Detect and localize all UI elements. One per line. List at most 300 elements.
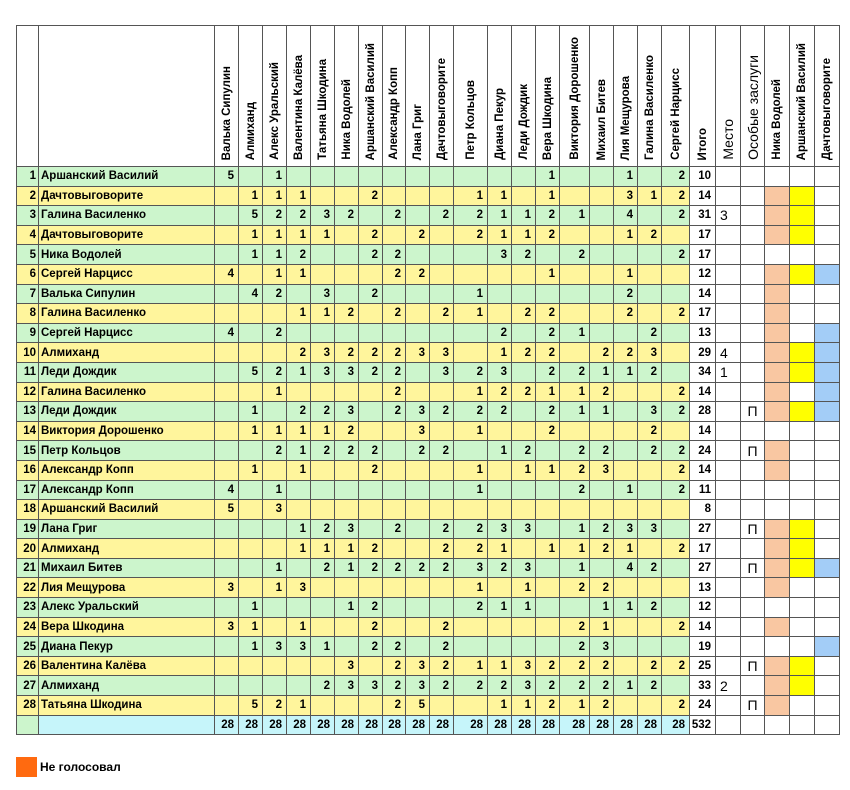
row-number: 5 [17,245,39,265]
vote-cell [335,480,359,500]
participant-name: Дачтовыговорите [39,186,215,206]
row-number: 3 [17,206,39,226]
vote-cell [359,167,383,187]
vote-cell: 1 [287,362,311,382]
row-number: 28 [17,696,39,716]
vote-cell [638,500,662,520]
vote-cell: 2 [383,382,406,402]
vote-cell: 2 [359,225,383,245]
vote-cell [638,167,662,187]
vote-cell: 1 [560,519,590,539]
vote-cell [383,441,406,461]
row-total: 14 [690,460,716,480]
vote-cell: 2 [638,656,662,676]
table-row [17,480,840,500]
voter-column-header [215,26,239,167]
row-total: 14 [690,421,716,441]
vote-cell [239,323,263,343]
row-total: 10 [690,167,716,187]
vote-cell [536,558,560,578]
row-number: 10 [17,343,39,363]
column-sum: 28 [512,715,536,735]
mark2-cell [790,441,815,461]
vote-cell: 3 [488,245,512,265]
vote-cell [638,304,662,324]
mark3-cell [815,676,840,696]
participant-name: Александр Копп [39,460,215,480]
vote-cell [359,304,383,324]
vote-cell [430,186,454,206]
vote-cell: 2 [590,539,614,559]
participant-name: Алмиханд [39,539,215,559]
vote-cell: 1 [311,304,335,324]
mark3-cell [815,578,840,598]
vote-cell: 2 [614,304,638,324]
vote-cell: 1 [263,382,287,402]
vote-cell [263,304,287,324]
mark3-cell [815,362,840,382]
vote-cell [359,382,383,402]
voter-header-label: Аршанский Василий [364,42,377,160]
vote-cell: 2 [536,304,560,324]
vote-cell [311,656,335,676]
row-total: 17 [690,539,716,559]
vote-cell [430,323,454,343]
vote-cell [638,539,662,559]
vote-cell [359,264,383,284]
table-row [17,206,840,226]
vote-cell [614,421,638,441]
vote-cell: 2 [383,245,406,265]
voter-column-header [638,26,662,167]
place-header-label: Место [720,119,736,160]
vote-cell [215,304,239,324]
column-sum: 28 [239,715,263,735]
vote-cell: 2 [590,696,614,716]
mark1-cell [765,421,790,441]
vote-cell: 2 [662,206,690,226]
vote-cell: 1 [614,539,638,559]
vote-cell [662,578,690,598]
vote-cell: 1 [287,617,311,637]
vote-cell: 1 [488,225,512,245]
row-number: 17 [17,480,39,500]
vote-cell: 3 [638,519,662,539]
mark3-cell [815,441,840,461]
place-cell [716,637,741,657]
table-row [17,617,840,637]
place-cell [716,245,741,265]
table-row [17,284,840,304]
vote-cell: 3 [406,402,430,422]
vote-cell: 1 [488,186,512,206]
vote-cell: 1 [263,167,287,187]
mark2-cell [790,382,815,402]
vote-cell [488,578,512,598]
mark1-cell [765,225,790,245]
mark3-cell [815,480,840,500]
mark2-cell [790,637,815,657]
vote-cell: 2 [359,539,383,559]
vote-cell: 1 [263,264,287,284]
vote-cell: 4 [239,284,263,304]
voter-header-label: Валька Сипулин [220,65,233,160]
vote-cell [215,402,239,422]
vote-cell [560,225,590,245]
participant-name: Галина Василенко [39,304,215,324]
place-cell [716,167,741,187]
row-total: 14 [690,382,716,402]
place-cell [716,323,741,343]
vote-cell [263,402,287,422]
vote-cell [311,696,335,716]
special-merit-cell [741,323,765,343]
row-total: 29 [690,343,716,363]
vote-cell [430,167,454,187]
vote-cell [359,500,383,520]
vote-cell [215,206,239,226]
vote-cell: 1 [590,617,614,637]
vote-cell [536,480,560,500]
vote-cell: 2 [638,558,662,578]
place-cell [716,617,741,637]
vote-cell: 2 [335,206,359,226]
mark2-cell [790,598,815,618]
mark1-cell [765,480,790,500]
vote-cell: 2 [662,167,690,187]
column-sum: 28 [590,715,614,735]
row-total: 24 [690,441,716,461]
column-sum: 28 [359,715,383,735]
row-number: 19 [17,519,39,539]
vote-cell: 1 [311,539,335,559]
vote-cell [614,460,638,480]
vote-cell: 3 [263,637,287,657]
vote-cell [383,225,406,245]
voter-header-label: Лия Мещурова [619,75,632,160]
vote-cell: 2 [662,304,690,324]
vote-cell: 2 [359,617,383,637]
table-row [17,656,840,676]
vote-cell: 1 [454,186,488,206]
table-row [17,343,840,363]
vote-cell [488,264,512,284]
vote-cell [406,167,430,187]
table-row [17,500,840,520]
vote-cell [512,637,536,657]
vote-cell: 2 [311,441,335,461]
vote-cell: 2 [560,441,590,461]
vote-cell [311,186,335,206]
vote-cell: 1 [454,304,488,324]
vote-cell: 4 [614,206,638,226]
column-sum: 28 [215,715,239,735]
vote-cell [536,500,560,520]
vote-cell: 1 [263,245,287,265]
vote-cell: 2 [662,402,690,422]
vote-cell: 2 [263,696,287,716]
vote-cell [311,617,335,637]
column-sum: 28 [287,715,311,735]
vote-cell: 2 [359,186,383,206]
vote-cell: 2 [662,539,690,559]
row-number: 14 [17,421,39,441]
row-number: 6 [17,264,39,284]
special-merit-cell [741,304,765,324]
vote-cell [614,402,638,422]
vote-cell [335,382,359,402]
vote-cell: 1 [454,480,488,500]
vote-cell [512,167,536,187]
vote-cell [430,421,454,441]
vote-cell: 1 [512,206,536,226]
vote-cell: 1 [488,539,512,559]
vote-cell [335,225,359,245]
vote-cell: 3 [406,421,430,441]
vote-cell: 2 [662,186,690,206]
vote-cell: 2 [590,343,614,363]
vote-cell [215,343,239,363]
mark2-cell [790,421,815,441]
vote-cell [263,519,287,539]
voter-column-header [488,26,512,167]
vote-cell [263,656,287,676]
mark2-cell [790,656,815,676]
vote-cell [335,578,359,598]
vote-cell [512,264,536,284]
vote-cell [430,382,454,402]
legend [16,757,121,777]
vote-cell [383,323,406,343]
vote-cell: 1 [263,186,287,206]
mark3-cell [815,637,840,657]
mark3-cell [815,519,840,539]
row-total: 33 [690,676,716,696]
table-row [17,402,840,422]
vote-cell: 1 [239,245,263,265]
vote-cell [359,402,383,422]
vote-cell [454,167,488,187]
vote-cell: 2 [383,362,406,382]
participant-name: Леди Дождик [39,402,215,422]
vote-cell: 3 [215,578,239,598]
column-sum: 28 [335,715,359,735]
participant-name: Алмиханд [39,676,215,696]
vote-cell: 1 [263,578,287,598]
vote-cell [454,245,488,265]
vote-cell [239,343,263,363]
sum-empty-cell [741,715,765,735]
vote-cell [488,460,512,480]
vote-cell [590,421,614,441]
vote-cell: 2 [560,460,590,480]
vote-cell [430,578,454,598]
column-sum: 28 [638,715,662,735]
vote-cell [614,382,638,402]
vote-cell: 3 [335,362,359,382]
row-total: 8 [690,500,716,520]
vote-cell [590,284,614,304]
vote-cell [215,441,239,461]
vote-cell [215,656,239,676]
vote-cell: 2 [662,617,690,637]
voter-column-header [383,26,406,167]
vote-cell: 2 [638,323,662,343]
vote-cell: 2 [662,460,690,480]
vote-cell: 4 [215,264,239,284]
mark2-cell [790,343,815,363]
participant-name: Лия Мещурова [39,578,215,598]
row-total: 13 [690,578,716,598]
vote-cell [406,245,430,265]
vote-cell: 3 [335,402,359,422]
row-total: 14 [690,186,716,206]
vote-cell: 1 [287,186,311,206]
legend-label: Не голосовал [40,760,121,774]
vote-cell [590,500,614,520]
vote-cell [536,284,560,304]
vote-cell: 2 [383,402,406,422]
vote-cell [311,245,335,265]
vote-cell [512,402,536,422]
vote-cell: 1 [287,225,311,245]
vote-cell: 3 [406,343,430,363]
voter-header-label: Алекс Уральский [268,62,281,160]
mark1-cell [765,460,790,480]
voter-header-label: Александр Копп [388,67,400,160]
special-merit-cell [741,598,765,618]
vote-cell [488,167,512,187]
vote-cell [383,539,406,559]
special-merit-cell: П [741,558,765,578]
vote-cell: 2 [560,617,590,637]
vote-cell [406,284,430,304]
vote-cell [239,676,263,696]
mark1-cell [765,696,790,716]
sum-empty-cell [765,715,790,735]
sum-num-cell [17,715,39,735]
vote-cell: 1 [512,696,536,716]
vote-cell: 1 [560,382,590,402]
vote-cell [560,284,590,304]
vote-cell: 3 [614,519,638,539]
vote-cell: 1 [239,617,263,637]
mark3-cell [815,284,840,304]
vote-cell: 3 [512,558,536,578]
row-number: 13 [17,402,39,422]
vote-cell: 1 [263,421,287,441]
mark2-cell [790,245,815,265]
mark1-cell [765,500,790,520]
total-header [690,26,716,167]
vote-cell: 2 [560,676,590,696]
vote-cell: 2 [614,284,638,304]
mark1-cell [765,558,790,578]
vote-cell: 2 [430,558,454,578]
special-merit-cell [741,284,765,304]
row-total: 28 [690,402,716,422]
vote-cell [239,578,263,598]
vote-cell [590,225,614,245]
place-cell [716,539,741,559]
vote-cell: 2 [454,206,488,226]
vote-cell [215,519,239,539]
header-num-cell [17,26,39,167]
vote-cell [406,598,430,618]
mark2-cell [790,539,815,559]
vote-cell [536,519,560,539]
place-cell [716,402,741,422]
vote-cell [311,578,335,598]
vote-cell [430,245,454,265]
voter-header-label: Сергей Нарцисс [669,68,682,160]
vote-cell [215,186,239,206]
vote-cell: 1 [454,578,488,598]
participant-name: Виктория Дорошенко [39,421,215,441]
table-row [17,637,840,657]
vote-cell: 1 [263,480,287,500]
mark1-cell [765,245,790,265]
mark3-cell [815,206,840,226]
vote-cell: 2 [662,245,690,265]
mark3-cell [815,304,840,324]
vote-cell [383,186,406,206]
table-row [17,539,840,559]
vote-cell: 1 [560,696,590,716]
vote-cell [335,617,359,637]
vote-cell [406,304,430,324]
vote-cell: 2 [662,656,690,676]
voter-column-header [335,26,359,167]
vote-cell [239,167,263,187]
vote-cell [638,206,662,226]
vote-cell [406,480,430,500]
vote-cell [239,441,263,461]
vote-cell [614,323,638,343]
vote-cell [406,382,430,402]
mark1-cell [765,539,790,559]
vote-cell: 2 [383,264,406,284]
vote-cell: 2 [359,441,383,461]
mark3-cell [815,343,840,363]
vote-cell: 2 [536,696,560,716]
vote-cell: 2 [536,206,560,226]
mark2-cell [790,519,815,539]
mark3-cell [815,402,840,422]
vote-cell: 2 [512,382,536,402]
vote-cell [383,460,406,480]
vote-cell: 1 [287,519,311,539]
vote-cell [614,656,638,676]
vote-cell [560,167,590,187]
voter-column-header [454,26,488,167]
vote-cell: 2 [263,206,287,226]
mark1-cell [765,362,790,382]
vote-cell: 1 [239,637,263,657]
place-cell [716,304,741,324]
mark1-cell [765,617,790,637]
vote-cell: 2 [359,343,383,363]
vote-cell: 2 [383,206,406,226]
vote-cell [590,264,614,284]
vote-cell: 2 [430,402,454,422]
vote-cell: 2 [359,598,383,618]
vote-cell [560,264,590,284]
row-number: 1 [17,167,39,187]
vote-cell [359,323,383,343]
vote-cell: 2 [359,245,383,265]
voter-header-label: Лана Григ [411,103,424,160]
